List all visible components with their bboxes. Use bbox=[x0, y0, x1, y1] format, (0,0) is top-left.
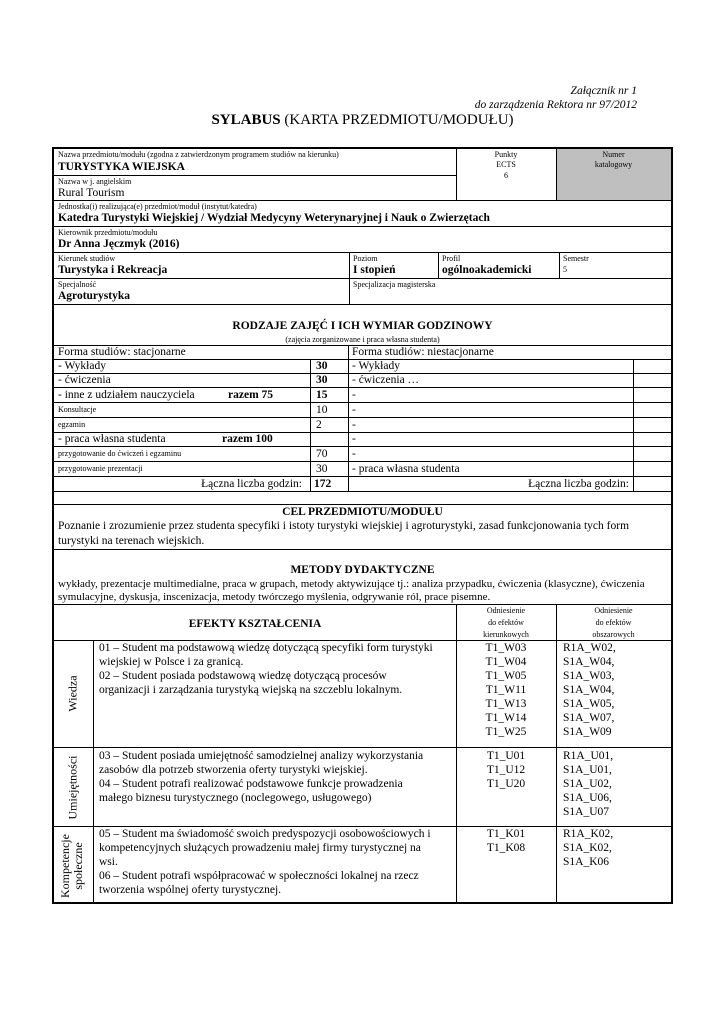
hours-right-prep-presentation: - praca własna studenta bbox=[352, 463, 460, 475]
knowledge-field-ref: T1_W13 bbox=[485, 698, 527, 710]
skills-line-1: 03 – Student posiada umiejętność samodzielnej analizy wykorzystania bbox=[99, 750, 424, 762]
specialty-value: Agroturystyka bbox=[58, 290, 130, 302]
hours-row-prep-presentation: przygotowanie prezentacji bbox=[58, 464, 143, 473]
social-line-4: 06 – Student potrafi współpracować w społeczności lokalnej na rzecz bbox=[99, 870, 419, 882]
hours-right-other: - bbox=[352, 389, 356, 401]
skills-line-4: małego biznesu turystycznego (noclegowego, usługowego) bbox=[99, 792, 372, 804]
semester-label: Semestr bbox=[563, 254, 589, 263]
knowledge-field-ref: T1_W11 bbox=[485, 684, 527, 696]
goal-line-1: Poznanie i zrozumienie przez studenta specyfiki i istoty turystyki wiejskiej i agroturystyki, zasad funkcjonowania tych form bbox=[58, 520, 630, 532]
knowledge-area-ref: S1A_W07, bbox=[563, 712, 615, 724]
ects-label-2: ECTS bbox=[496, 160, 516, 169]
hours-value-exam: 2 bbox=[316, 419, 322, 431]
social-label-1: Kompetencje bbox=[58, 834, 72, 898]
knowledge-line-1: 01 – Student ma podstawową wiedzę dotyczącą specyfiki form turystyki bbox=[99, 642, 433, 654]
social-line-2: kompetencyjnych służących prowadzeniu małej firmy turystycznej na bbox=[99, 842, 421, 854]
knowledge-area-ref: S1A_W09 bbox=[563, 726, 612, 738]
title-rest: (KARTA PRZEDMIOTU/MODUŁU) bbox=[280, 112, 514, 128]
knowledge-area-ref: S1A_W03, bbox=[563, 670, 615, 682]
hours-right-exercises: - ćwiczenia … bbox=[352, 374, 420, 386]
knowledge-field-ref: T1_W14 bbox=[485, 712, 527, 724]
knowledge-area-ref: S1A_W04, bbox=[563, 684, 615, 696]
goal-line-2: turystyki na terenach wiejskich. bbox=[58, 535, 205, 547]
skills-area-ref: S1A_U01, bbox=[563, 764, 612, 776]
methods-title: METODY DYDAKTYCZNE bbox=[290, 564, 435, 576]
social-area-ref: S1A_K06 bbox=[563, 856, 610, 868]
hours-right-prep-exam: - bbox=[352, 448, 356, 460]
social-field-ref: T1_K08 bbox=[486, 842, 526, 854]
master-specialization-label: Specjalizacja magisterska bbox=[353, 280, 436, 289]
annex-label: Załącznik nr 1 bbox=[570, 85, 637, 97]
hours-right-lectures: - Wykłady bbox=[352, 360, 400, 372]
area-ref-header-2: do efektów bbox=[595, 618, 632, 627]
social-area-ref: R1A_K02, bbox=[563, 828, 614, 840]
social-line-5: tworzenia wspólnej oferty turystycznej. bbox=[99, 884, 282, 896]
knowledge-field-ref: T1_W25 bbox=[485, 726, 527, 738]
skills-area-ref: S1A_U06, bbox=[563, 792, 612, 804]
field-ref-header-1: Odniesienie bbox=[486, 606, 526, 615]
social-competence-group-label bbox=[59, 811, 87, 921]
field-value: Turystyka i Rekreacja bbox=[58, 264, 168, 276]
profile-value: ogólnoakademicki bbox=[442, 264, 532, 276]
hours-right-exam: - bbox=[352, 419, 356, 431]
field-label: Kierunek studiów bbox=[58, 254, 116, 263]
hours-subtitle: (zajęcia zorganizowane i praca własna studenta) bbox=[285, 335, 440, 344]
knowledge-field-ref: T1_W04 bbox=[485, 656, 527, 668]
goal-title: CEL PRZEDMIOTU/MODUŁU bbox=[282, 506, 443, 518]
hours-row-exercises: - ćwiczenia bbox=[58, 374, 111, 386]
field-ref-header-2: do efektów bbox=[488, 618, 524, 627]
hours-value-exercises: 30 bbox=[316, 374, 328, 386]
skills-area-ref: S1A_U07 bbox=[563, 806, 610, 818]
course-name: TURYSTYKA WIEJSKA bbox=[58, 161, 185, 173]
hours-extra-other: razem 75 bbox=[228, 389, 274, 401]
skills-area-ref: R1A_U01, bbox=[563, 750, 614, 762]
knowledge-field-ref: T1_W03 bbox=[485, 642, 527, 654]
hours-value-consultations: 10 bbox=[316, 404, 328, 416]
part-time-label: Forma studiów: niestacjonarne bbox=[352, 346, 494, 358]
skills-field-ref: T1_U12 bbox=[486, 764, 526, 776]
english-name-label: Nazwa w j. angielskim bbox=[58, 177, 132, 186]
skills-line-3: 04 – Student potrafi realizować podstawowe funkcje prowadzenia bbox=[99, 778, 403, 790]
skills-field-ref: T1_U01 bbox=[486, 750, 526, 762]
hours-row-self-study: - praca własna studenta bbox=[58, 433, 166, 445]
hours-row-exam: egzamin bbox=[58, 420, 86, 429]
area-ref-header-3: obszarowych bbox=[592, 630, 635, 639]
knowledge-line-3: 02 – Student posiada podstawową wiedzę dotyczącą procesów bbox=[99, 670, 387, 682]
social-line-1: 05 – Student ma świadomość swoich predyspozycji osobowościowych i bbox=[99, 828, 431, 840]
semester-value: 5 bbox=[563, 265, 567, 274]
total-hours-value: 172 bbox=[314, 478, 332, 490]
decree-label: do zarządzenia Rektora nr 97/2012 bbox=[474, 99, 637, 111]
hours-right-consultations: - bbox=[352, 404, 356, 416]
title-bold: SYLABUS bbox=[211, 112, 281, 128]
hours-row-lectures: - Wykłady bbox=[58, 360, 106, 372]
unit-value: Katedra Turystyki Wiejskiej / Wydział Medycyny Weterynaryjnej i Nauk o Zwierzętach bbox=[58, 212, 490, 224]
field-ref-header-3: kierunkowych bbox=[483, 630, 529, 639]
area-ref-header-1: Odniesienie bbox=[594, 606, 633, 615]
hours-row-prep-exam: przygotowanie do ćwiczeń i egzaminu bbox=[58, 449, 182, 458]
skills-line-2: zasobów dla potrzeb stworzenia oferty turystyki wiejskiej. bbox=[99, 764, 368, 776]
total-hours-label-right: Łączna liczba godzin: bbox=[528, 478, 629, 490]
social-label-2: społeczne bbox=[71, 842, 85, 890]
hours-value-other: 15 bbox=[316, 389, 328, 401]
skills-area-ref: S1A_U02, bbox=[563, 778, 612, 790]
course-head: Dr Anna Jęczmyk (2016) bbox=[58, 238, 180, 250]
skills-group-label: Umiejętności bbox=[65, 755, 80, 820]
level-label: Poziom bbox=[353, 254, 378, 263]
hours-right-self-study: - bbox=[352, 433, 356, 445]
outcomes-title: EFEKTY KSZTAŁCENIA bbox=[188, 618, 322, 630]
document-title bbox=[0, 112, 725, 129]
catalog-label-1: Numer bbox=[602, 150, 625, 159]
course-name-label: Nazwa przedmiotu/modułu (zgodna z zatwierdzonym programem studiów na kierunku) bbox=[58, 150, 339, 159]
course-head-label: Kierownik przedmiotu/modułu bbox=[58, 228, 158, 237]
ects-label-1: Punkty bbox=[494, 150, 518, 159]
methods-line-1: wykłady, prezentacje multimedialne, praca w grupach, metody aktywizujące tj.: analiza przypadku, ćwiczenia (klasyczne), ćwiczenia bbox=[58, 578, 645, 590]
knowledge-area-ref: S1A_W05, bbox=[563, 698, 615, 710]
ects-value: 6 bbox=[504, 171, 508, 180]
unit-label: Jednostka(i) realizująca(e) przedmiot/moduł (instytut/katedra) bbox=[58, 202, 257, 211]
specialty-label: Specjalność bbox=[58, 280, 97, 289]
hours-extra-self-study: razem 100 bbox=[222, 433, 273, 445]
hours-value-prep-presentation: 30 bbox=[316, 463, 328, 475]
social-area-ref: S1A_K02, bbox=[563, 842, 612, 854]
methods-line-2: symulacyjne, dyskusja, inscenizacja, metody twórczego myślenia, odgrywanie ról, prace pisemne. bbox=[58, 591, 491, 603]
knowledge-line-4: organizacji i zarządzania turystyką wiejską na szczeblu lokalnym. bbox=[99, 684, 403, 696]
skills-field-ref: T1_U20 bbox=[486, 778, 526, 790]
total-hours-label: Łączna liczba godzin: bbox=[201, 478, 302, 490]
catalog-label-2: katalogowy bbox=[594, 160, 633, 169]
hours-row-other: - inne z udziałem nauczyciela bbox=[58, 389, 195, 401]
level-value: I stopień bbox=[353, 264, 396, 276]
english-name: Rural Tourism bbox=[58, 187, 125, 199]
knowledge-area-ref: R1A_W02, bbox=[563, 642, 616, 654]
hours-value-lectures: 30 bbox=[316, 360, 328, 372]
knowledge-area-ref: S1A_W04, bbox=[563, 656, 615, 668]
hours-value-prep-exam: 70 bbox=[316, 448, 328, 460]
hours-row-consultations: Konsultacje bbox=[58, 405, 97, 414]
social-line-3: wsi. bbox=[99, 856, 118, 868]
knowledge-group-label: Wiedza bbox=[65, 675, 80, 712]
profile-label: Profil bbox=[442, 254, 461, 263]
knowledge-field-ref: T1_W05 bbox=[485, 670, 527, 682]
full-time-label: Forma studiów: stacjonarne bbox=[58, 346, 186, 358]
social-field-ref: T1_K01 bbox=[486, 828, 526, 840]
hours-title: RODZAJE ZAJĘĆ I ICH WYMIAR GODZINOWY bbox=[232, 320, 493, 332]
knowledge-line-2: wiejskiej w Polsce i za granicą. bbox=[99, 656, 244, 668]
